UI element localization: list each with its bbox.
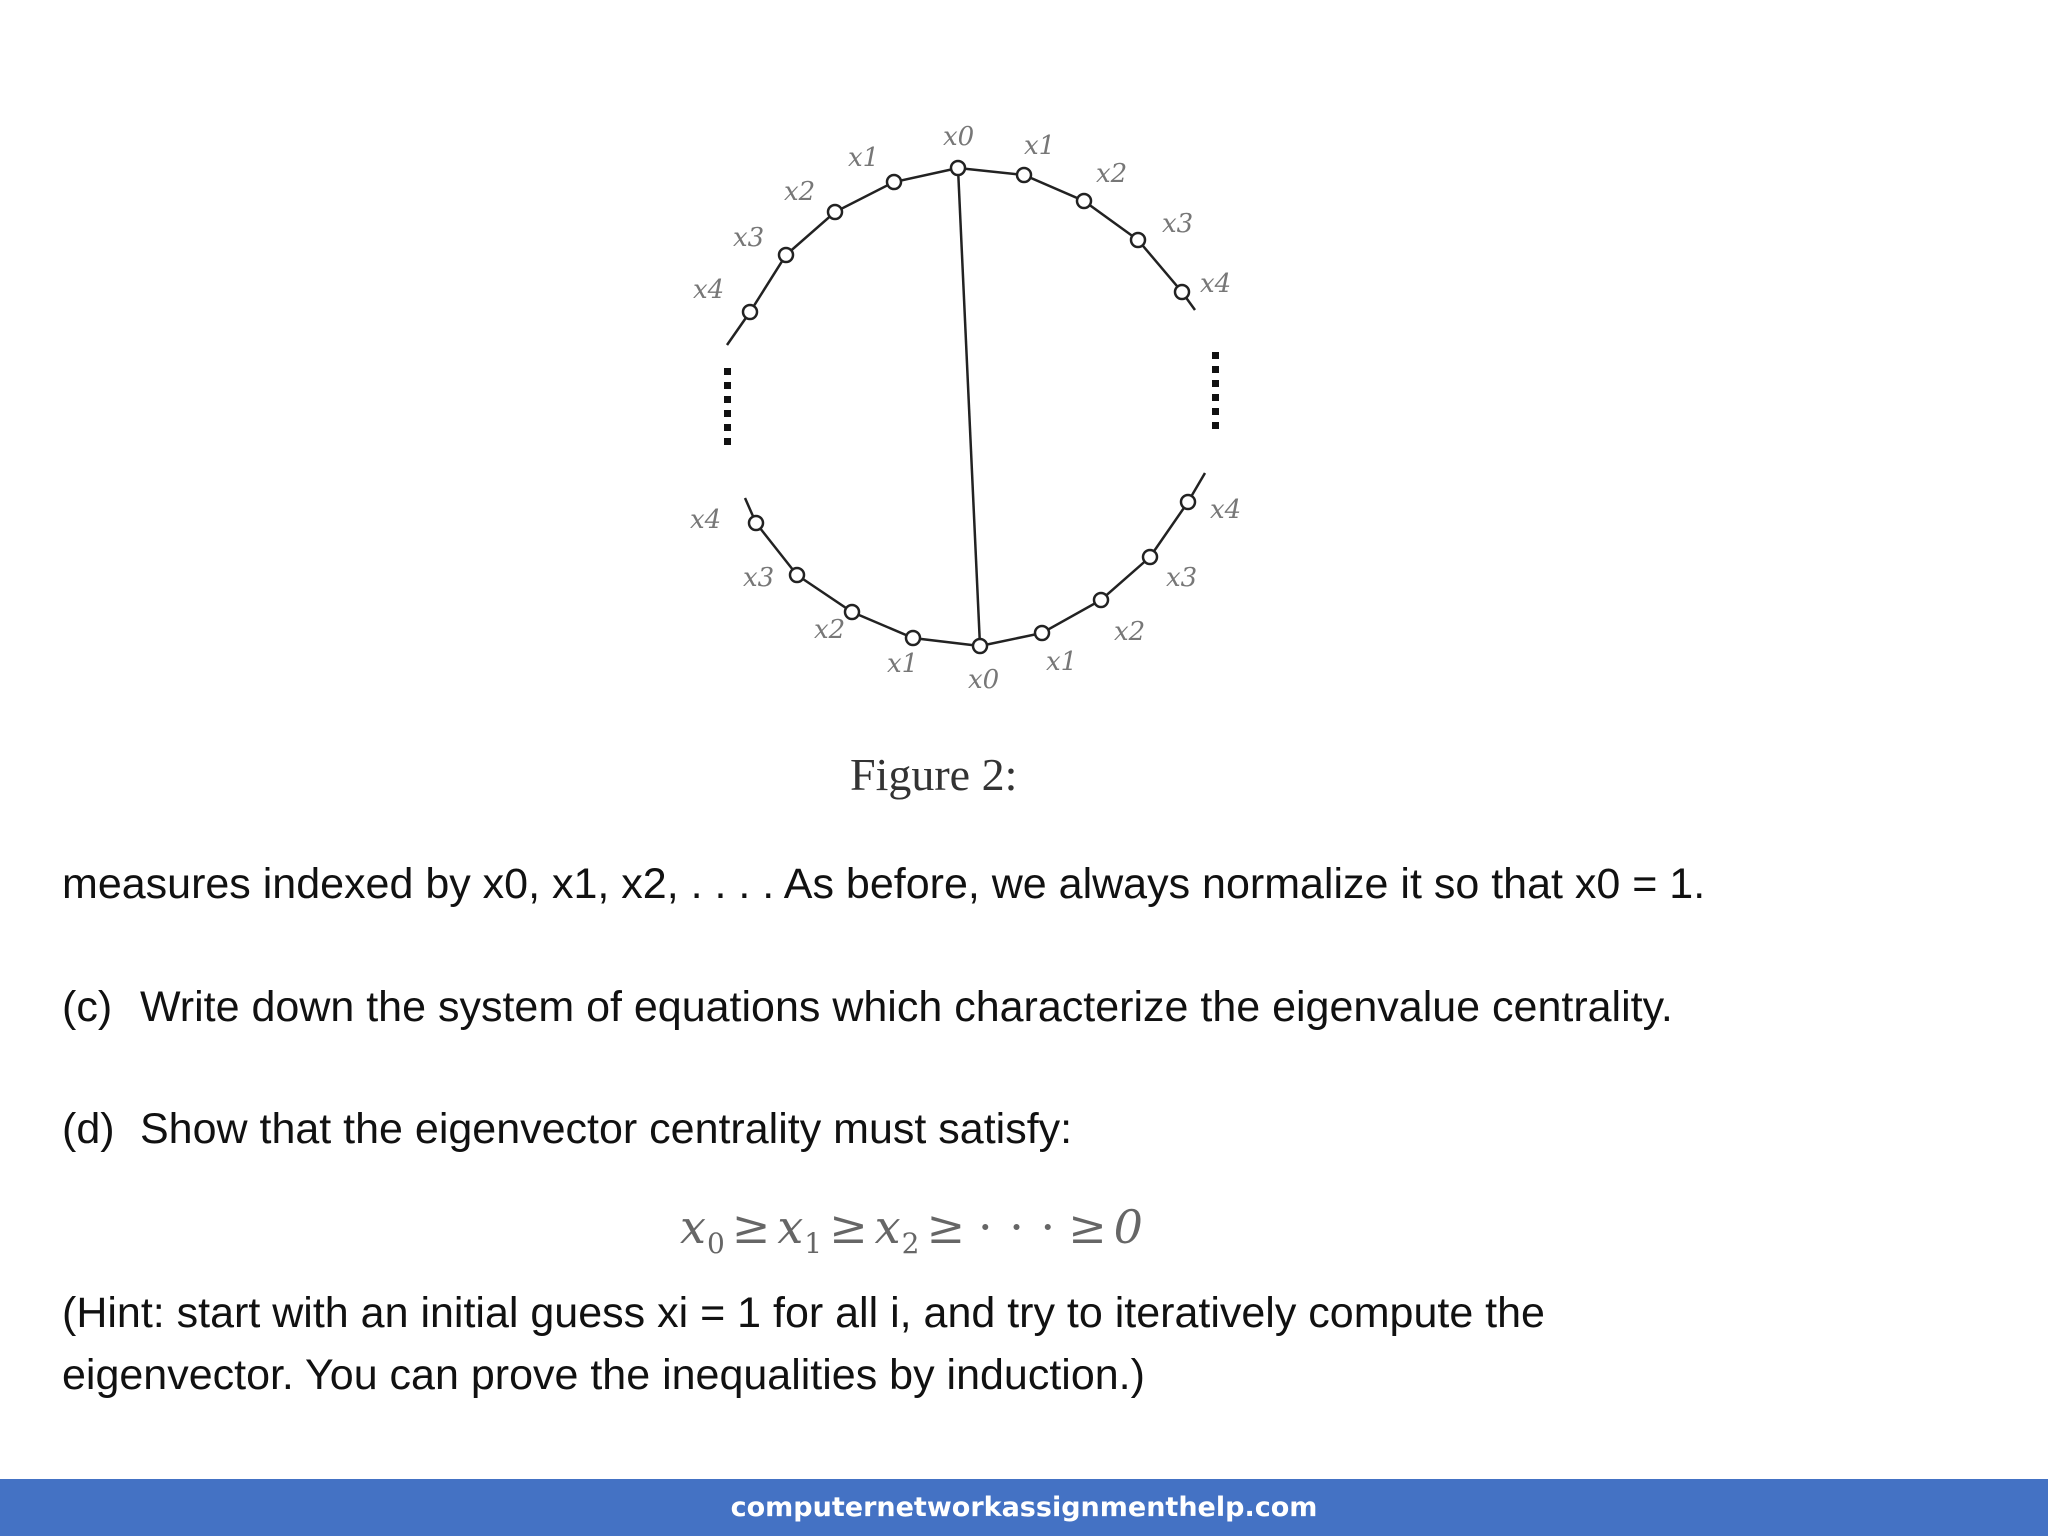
figure-caption: Figure 2:: [850, 749, 1018, 800]
node-top-right-x2: [1077, 194, 1091, 208]
node-top-right-x1: [1017, 168, 1031, 182]
label-top-right-x4: x4: [1200, 269, 1232, 299]
node-bottom-left-x4: [749, 516, 763, 530]
formula-relation-3: ≥: [1068, 1200, 1108, 1254]
ellipsis-dots-right: [1212, 352, 1219, 429]
footer-bar: [0, 1479, 2048, 1536]
formula-sub-0: 0: [706, 1227, 726, 1261]
label-top-right-x3: x3: [1162, 209, 1194, 239]
item-d: [62, 1098, 1072, 1160]
label-bottom-left-x2: x2: [814, 615, 846, 645]
item-d-label: (d): [62, 1105, 115, 1153]
label-bottom-right-x2: x2: [1114, 617, 1146, 647]
chord-edge: [958, 168, 980, 646]
formula-term-1: x: [777, 1200, 805, 1254]
label-bottom-left-x1: x1: [887, 649, 919, 679]
item-d-text: Show that the eigenvector centrality must satisfy:: [140, 1105, 1073, 1153]
formula-relation-2: ≥: [926, 1200, 966, 1254]
node-bottom-left-x2: [845, 605, 859, 619]
formula-ellipsis: · · ·: [977, 1200, 1057, 1254]
label-bottom-right-x1: x1: [1046, 647, 1078, 677]
node-bottom-left-x3: [790, 568, 804, 582]
formula-relation-1: ≥: [829, 1200, 869, 1254]
formula-sub-2: 2: [901, 1227, 921, 1261]
node-top-left-x1: [887, 175, 901, 189]
label-bottom-left-x4: x4: [690, 505, 722, 535]
label-top-right-x2: x2: [1096, 159, 1128, 189]
arc-bottom-left: [745, 498, 980, 646]
label-bottom-left-x3: x3: [743, 563, 775, 593]
graph-figure: [0, 0, 2048, 760]
formula-relation-0: ≥: [731, 1200, 772, 1254]
formula-term-0: x: [680, 1200, 707, 1254]
node-top-right-x3: [1131, 233, 1145, 247]
arc-bottom-right: [980, 473, 1205, 646]
arc-top-right: [958, 168, 1195, 310]
node-bottom-x0: [973, 639, 987, 653]
ellipsis-dots-left: [724, 368, 731, 445]
formula-sub-1: 1: [804, 1227, 824, 1261]
node-bottom-right-x1: [1035, 626, 1049, 640]
formula-tail: 0: [1113, 1200, 1144, 1254]
hint-paragraph: [62, 1282, 1545, 1406]
hint-line-1: (Hint: start with an initial guess xi = 1 for all i, and try to iteratively compute the: [62, 1289, 1545, 1337]
formula-term-2: x: [874, 1200, 902, 1254]
node-bottom-right-x3: [1143, 550, 1157, 564]
label-top-left-x2: x2: [784, 177, 816, 207]
node-top-x0: [951, 161, 965, 175]
arc-top-left: [727, 168, 958, 345]
hint-line-2: eigenvector. You can prove the inequalities by induction.): [62, 1351, 1145, 1399]
node-top-left-x3: [779, 248, 793, 262]
node-top-left-x4: [743, 305, 757, 319]
node-top-right-x4: [1175, 285, 1189, 299]
label-bottom-right-x4: x4: [1210, 495, 1242, 525]
node-bottom-right-x2: [1094, 593, 1108, 607]
node-top-left-x2: [828, 205, 842, 219]
label-bottom-x0: x0: [968, 665, 1000, 695]
node-labels: [690, 122, 1241, 695]
label-top-right-x1: x1: [1024, 131, 1056, 161]
item-c-text: Write down the system of equations which characterize the eigenvalue centrality.: [140, 983, 1673, 1031]
footer-site-link[interactable]: computernetworkassignmenthelp.com: [730, 1492, 1318, 1523]
label-top-x0: x0: [943, 122, 975, 152]
intro-paragraph: measures indexed by x0, x1, x2, . . . . As before, we always normalize it so that x0 = 1.: [62, 860, 1706, 908]
node-bottom-right-x4: [1181, 495, 1195, 509]
inequality-formula: [680, 1200, 1144, 1260]
label-top-left-x1: x1: [848, 143, 880, 173]
node-bottom-left-x1: [906, 631, 920, 645]
label-top-left-x4: x4: [693, 275, 725, 305]
label-top-left-x3: x3: [733, 223, 765, 253]
item-c: [62, 976, 1673, 1038]
item-c-label: (c): [62, 983, 113, 1031]
label-bottom-right-x3: x3: [1166, 563, 1198, 593]
